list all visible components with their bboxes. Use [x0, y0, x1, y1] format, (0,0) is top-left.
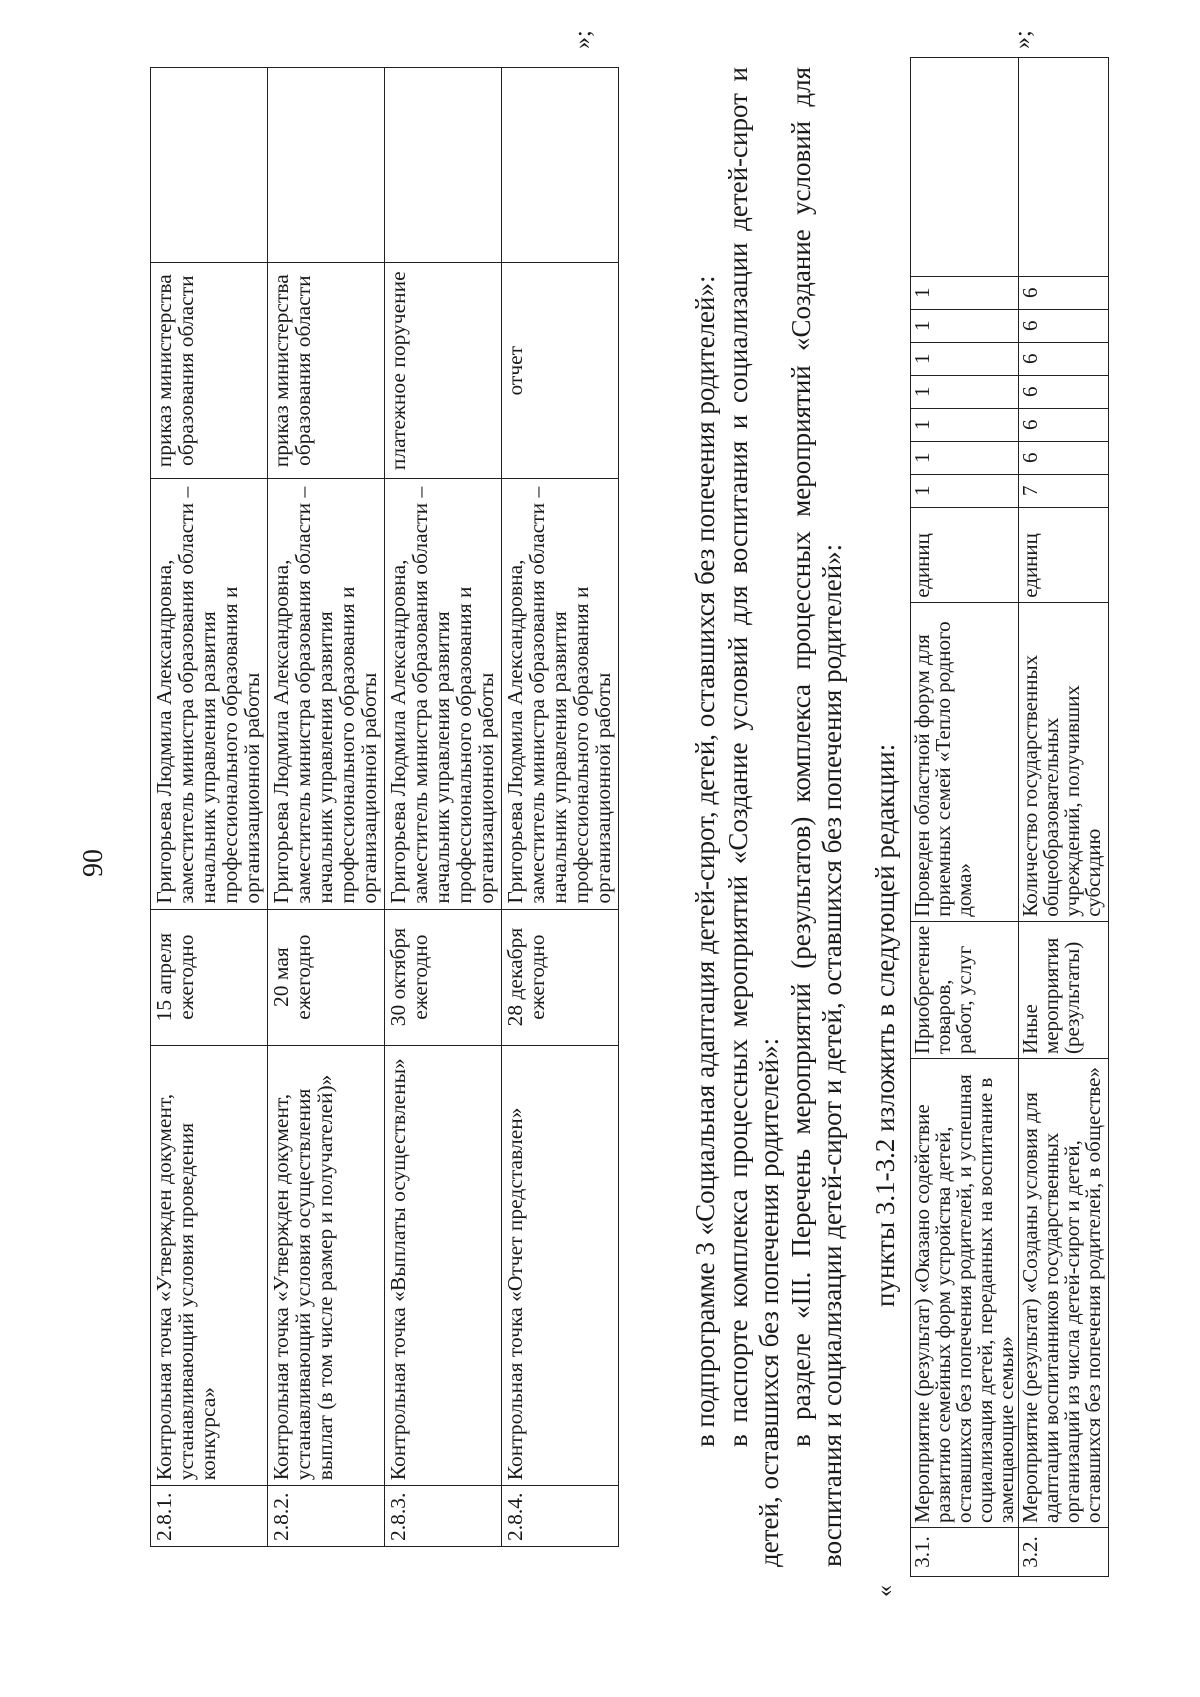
value-cell: 6	[1019, 375, 1109, 408]
row-number: 2.8.4.	[502, 1486, 619, 1547]
control-point-name: Контрольная точка «Утвержден документ, устанавливающий условия осуществления выплат (в том числе размер и получателей)»	[268, 1045, 385, 1486]
table-row	[1019, 58, 1109, 1577]
value-cell: 6	[1019, 342, 1109, 375]
control-point-date: 30 октября ежегодно	[385, 909, 502, 1045]
control-point-name: Контрольная точка «Утвержден документ, устанавливающий условия проведения конкурса»	[151, 1045, 268, 1486]
table-opening-mark: «	[872, 1585, 898, 1597]
value-cell: 1	[911, 474, 1019, 507]
event-name: Мероприятие (результат) «Созданы условия для адаптации воспитанников государственных организаций из числа детей-сирот и детей, оставшихся без попечения родителей, в обществе»	[1019, 1059, 1109, 1528]
row-number: 2.8.3.	[385, 1486, 502, 1547]
empty-cell	[268, 68, 385, 263]
paragraph-items: пункты 3.1-3.2 изложить в следующей редакции:	[870, 743, 900, 1307]
value-cell: 6	[1019, 408, 1109, 441]
table-row	[911, 58, 1019, 1577]
row-number: 3.1.	[911, 1528, 1019, 1577]
empty-cell	[911, 58, 1019, 277]
responsible-person: Григорьева Людмила Александровна, заместитель министра образования области – начальник управления развития профессионального образования и организационной работы	[385, 479, 502, 909]
empty-cell	[1019, 58, 1109, 277]
value-cell: 6	[1019, 276, 1109, 309]
confirming-document: приказ министерства образования области	[268, 263, 385, 479]
row-number: 2.8.2.	[268, 1486, 385, 1547]
control-point-date: 28 декабря ежегодно	[502, 909, 619, 1045]
table-row	[151, 68, 268, 1547]
value-cell: 1	[911, 408, 1019, 441]
value-cell: 1	[911, 375, 1019, 408]
event-type: Приобретение товаров, работ, услуг	[911, 921, 1019, 1058]
event-type: Иные мероприятия (результаты)	[1019, 921, 1109, 1058]
value-cell: 1	[911, 342, 1019, 375]
value-cell: 6	[1019, 309, 1109, 342]
responsible-person: Григорьева Людмила Александровна, заместитель министра образования области – начальник управления развития профессионального образования и организационной работы	[502, 479, 619, 909]
value-cell: 7	[1019, 474, 1109, 507]
value-cell: 1	[911, 276, 1019, 309]
confirming-document: платежное поручение	[385, 263, 502, 479]
value-cell: 1	[911, 441, 1019, 474]
paragraph-subprogram: в подпрограмме 3 «Социальная адаптация детей-сирот, детей, оставшихся без попечения родителей»:	[690, 275, 720, 1447]
control-point-name: Контрольная точка «Выплаты осуществлены»	[385, 1045, 502, 1486]
unit: единиц	[911, 507, 1019, 602]
event-name: Мероприятие (результат) «Оказано содействие развитию семейных форм устройства детей, оставшихся без попечения родителей, и успешная социализация детей, переданных на воспитание в замещающие семьи»	[911, 1059, 1019, 1528]
value-cell: 6	[1019, 441, 1109, 474]
empty-cell	[502, 68, 619, 263]
table-row	[268, 68, 385, 1547]
events-table	[910, 57, 1109, 1577]
page-number: 90	[78, 849, 109, 877]
control-point-name: Контрольная точка «Отчет представлен»	[502, 1045, 619, 1486]
paragraph-passport: в паспорте комплекса процессных мероприятий «Создание условий для воспитания и социализации детей-сирот и детей, оставшихся без попечения родителей»:	[723, 67, 784, 1567]
control-points-table	[150, 67, 619, 1547]
event-result: Проведен областной форум для приемных семей «Тепло родного дома»	[911, 602, 1019, 921]
row-number: 3.2.	[1019, 1528, 1109, 1577]
empty-cell	[151, 68, 268, 263]
row-number: 2.8.1.	[151, 1486, 268, 1547]
table-closing-mark: »;	[1010, 30, 1036, 49]
confirming-document: отчет	[502, 263, 619, 479]
control-point-date: 15 апреля ежегодно	[151, 909, 268, 1045]
event-result: Количество государственных общеобразовательных учреждений, получивших субсидию	[1019, 602, 1109, 921]
table-row	[502, 68, 619, 1547]
control-point-date: 20 мая ежегодно	[268, 909, 385, 1045]
responsible-person: Григорьева Людмила Александровна, заместитель министра образования области – начальник управления развития профессионального образования и организационной работы	[268, 479, 385, 909]
paragraph-section: в разделе «III. Перечень мероприятий (результатов) комплекса процессных мероприятий «Создание условий для воспитания и социализации детей-сирот и детей, оставшихся без попечения родителей»:	[786, 67, 847, 1567]
confirming-document: приказ министерства образования области	[151, 263, 268, 479]
value-cell: 1	[911, 309, 1019, 342]
table-closing-mark: »;	[570, 30, 596, 49]
unit: единиц	[1019, 507, 1109, 602]
table-row	[385, 68, 502, 1547]
responsible-person: Григорьева Людмила Александровна, заместитель министра образования области – начальник управления развития профессионального образования и организационной работы	[151, 479, 268, 909]
empty-cell	[385, 68, 502, 263]
